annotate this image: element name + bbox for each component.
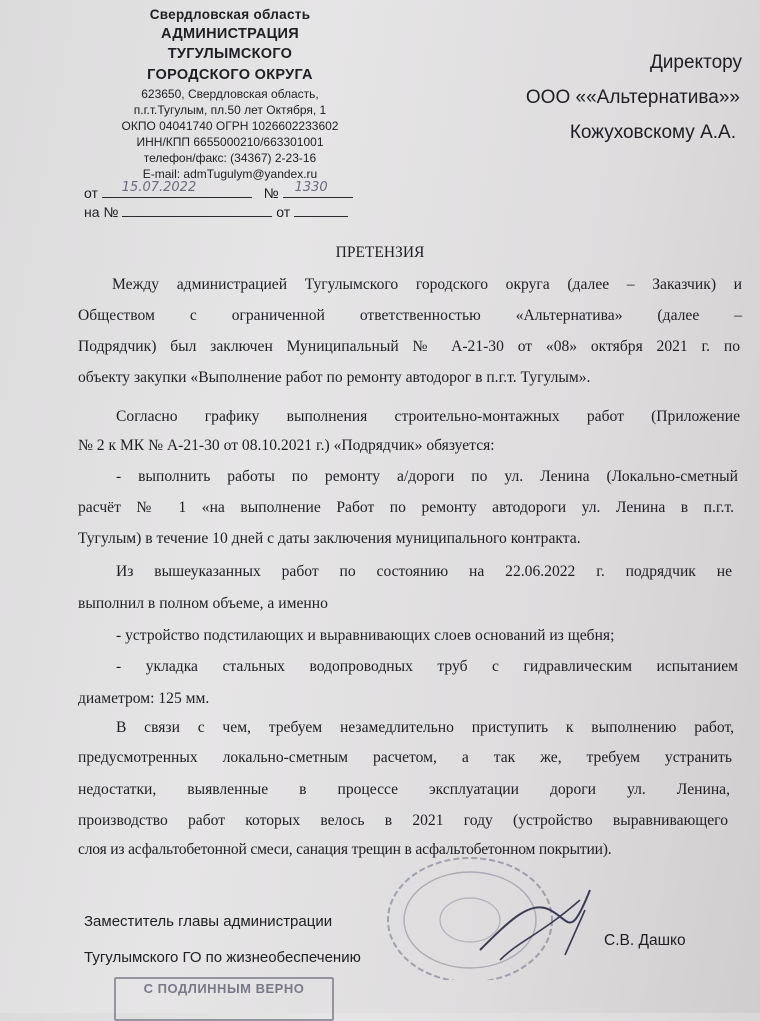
body-line-11: выполнил в полном объеме, а именно [78,595,328,612]
body-line-5: Согласно графику выполнения строительно-монтажных работ (Приложение [116,408,740,425]
from-date-handwritten: 15.07.2022 [121,180,197,195]
signature-scribble-icon [470,880,600,970]
addressee-name: Кожуховскому А.А. [569,122,736,143]
body-line-7: - выполнить работы по ремонту а/дороги по ул. Ленина (Локально-сметный [116,468,738,485]
header-org-line3: ГОРОДСКОГО ОКРУГА [147,67,313,83]
number-field [283,180,353,198]
body-line-4: объекту закупки «Выполнение работ по ремонту автодорог в п.г.т. Тугулым». [78,369,591,386]
header-addr1: 623650, Свердловская область, [141,87,319,101]
addressee-company: ООО ««Альтернатива»» [525,87,740,108]
body-line-19: слоя из асфальтобетонной смеси, санация трещин в асфальтобетонном покрытии). [78,841,612,858]
body-line-1: Между администрацией Тугулымского городского округа (далее – Заказчик) и [112,276,742,293]
header-region: Свердловская область [149,7,311,22]
header-org-line1: АДМИНИСТРАЦИЯ [161,26,299,42]
certification-stamp [114,977,334,1021]
from-label: от [84,185,98,201]
body-line-9: Тугулым) в течение 10 дней с даты заключения муниципального контракта. [78,530,581,547]
body-line-3: Подрядчик) был заключен Муниципальный № А-21-30 от «08» октября 2021 г. по [78,338,740,355]
number-handwritten: 1330 [294,180,328,195]
body-line-17: недостатки, выявленные в процессе эксплуатации дороги ул. Ленина, [78,781,730,798]
ref-date-field [294,202,348,217]
body-line-12: - устройство подстилающих и выравнивающих слоев оснований из щебня; [116,627,615,644]
number-label: № [263,185,279,201]
ref-number-field [122,202,272,217]
body-line-8: расчёт № 1 «на выполнение Работ по ремонту автодороги ул. Ленина в п.г.т. [78,499,734,516]
header-okpo: ОКПО 04041740 ОГРН 1026602233602 [121,119,339,133]
header-phone: телефон/факс: (34367) 2-23-16 [143,151,317,165]
signer-position-line1: Заместитель главы администрации [84,913,333,930]
stamp-text: С ПОДЛИННЫМ ВЕРНО [143,981,305,996]
body-line-16: предусмотренных локально-сметным расчетом, а так же, требуем устранить [78,749,732,766]
body-line-14: диаметром: 125 мм. [78,690,210,707]
addressee-title: Директору [649,52,742,73]
body-line-6: № 2 к МК № А-21-30 от 08.10.2021 г.) «Подрядчик» обязуется: [78,437,495,454]
ref-label: на № [84,204,119,220]
body-line-15: В связи с чем, требуем незамедлительно приступить к выполнению работ, [116,719,734,736]
from-date-field [102,180,252,198]
outgoing-line [84,180,353,201]
header-email: E-mail: admTugulym@yandex.ru [142,167,318,181]
signer-name: С.В. Дашко [604,932,686,949]
document-title: ПРЕТЕНЗИЯ [335,244,425,261]
header-addr2: п.г.т.Тугулым, пл.50 лет Октября, 1 [133,103,327,117]
ref-from-label: от [276,204,291,220]
body-line-18: производство работ которых велось в 2021 году (устройство выравнивающего [78,812,728,829]
body-line-13: - укладка стальных водопроводных труб с гидравлическим испытанием [116,658,738,675]
body-line-2: Обществом с ограниченной ответственностью «Альтернатива» (далее – [78,307,742,324]
signer-position-line2: Тугулымского ГО по жизнеобеспечению [84,949,361,966]
header-org-line2: ТУГУЛЫМСКОГО [167,46,293,62]
body-line-10: Из вышеуказанных работ по состоянию на 22.06.2022 г. подрядчик не [116,563,732,580]
header-inn: ИНН/КПП 6655000210/663301001 [136,135,324,149]
reference-line [84,202,348,220]
